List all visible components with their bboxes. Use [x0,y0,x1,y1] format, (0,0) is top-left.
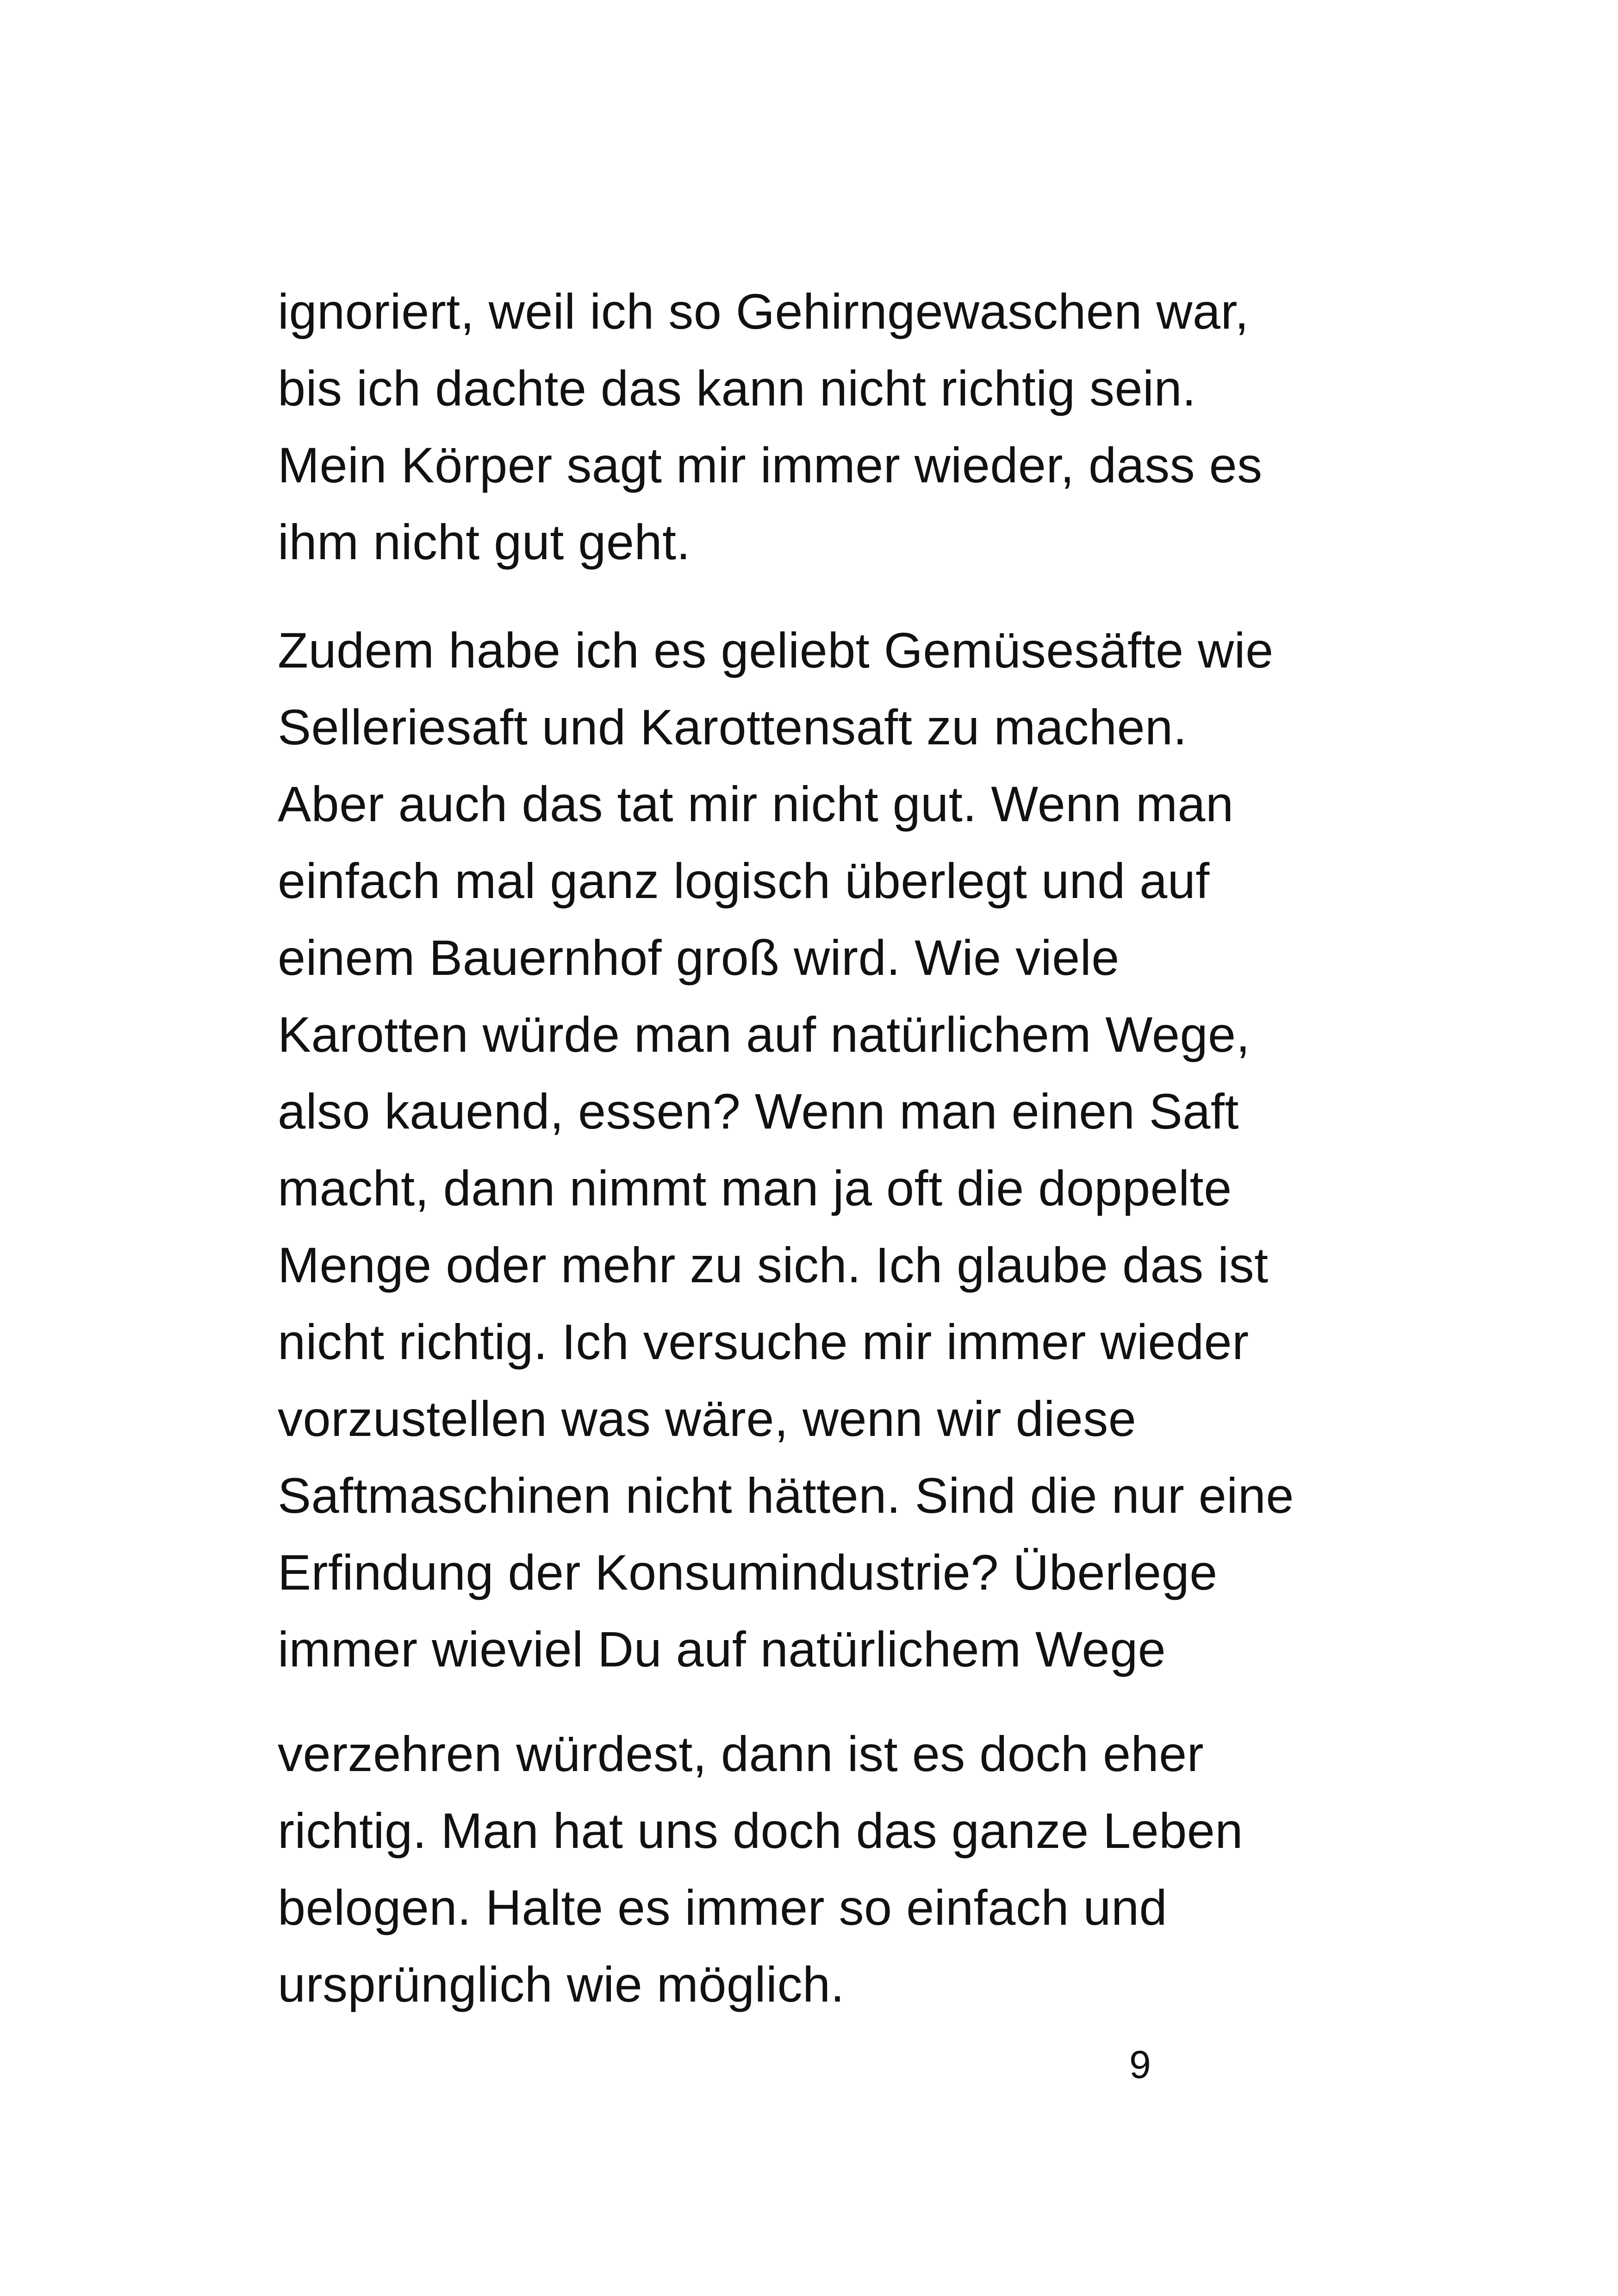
text-line: ignoriert, weil ich so Gehirngewaschen war, [278,283,1249,339]
text-line: Zudem habe ich es geliebt Gemüsesäfte wie [278,622,1274,678]
text-line: Selleriesaft und Karottensaft zu machen. [278,699,1188,755]
paragraph-2 [278,612,1388,1688]
text-line: ursprünglich wie möglich. [278,1956,845,2012]
text-line: macht, dann nimmt man ja oft die doppelte [278,1160,1232,1216]
text-line: bis ich dachte das kann nicht richtig sein. [278,360,1196,416]
text-line: richtig. Man hat uns doch das ganze Leben [278,1803,1243,1859]
text-line: vorzustellen was wäre, wenn wir diese [278,1391,1137,1447]
text-line: Erfindung der Konsumindustrie? Überlege [278,1544,1218,1600]
text-line: ihm nicht gut geht. [278,514,691,570]
text-line: Karotten würde man auf natürlichem Wege, [278,1006,1251,1062]
text-line: Menge oder mehr zu sich. Ich glaube das ist [278,1237,1269,1293]
text-line: verzehren würdest, dann ist es doch eher [278,1726,1204,1782]
text-line: also kauend, essen? Wenn man einen Saft [278,1083,1239,1139]
text-line: nicht richtig. Ich versuche mir immer wieder [278,1314,1249,1370]
text-line: Saftmaschinen nicht hätten. Sind die nur eine [278,1467,1294,1523]
page-number: 9 [1129,2043,1151,2086]
text-line: belogen. Halte es immer so einfach und [278,1879,1168,1935]
paragraph-3 [278,1716,1388,2023]
text-line: Aber auch das tat mir nicht gut. Wenn man [278,776,1234,832]
text-line: einem Bauernhof groß wird. Wie viele [278,930,1120,986]
text-line: einfach mal ganz logisch überlegt und auf [278,853,1210,909]
text-line: Mein Körper sagt mir immer wieder, dass es [278,437,1263,493]
text-line: immer wieviel Du auf natürlichem Wege [278,1621,1166,1677]
paragraph-1 [278,273,1388,580]
